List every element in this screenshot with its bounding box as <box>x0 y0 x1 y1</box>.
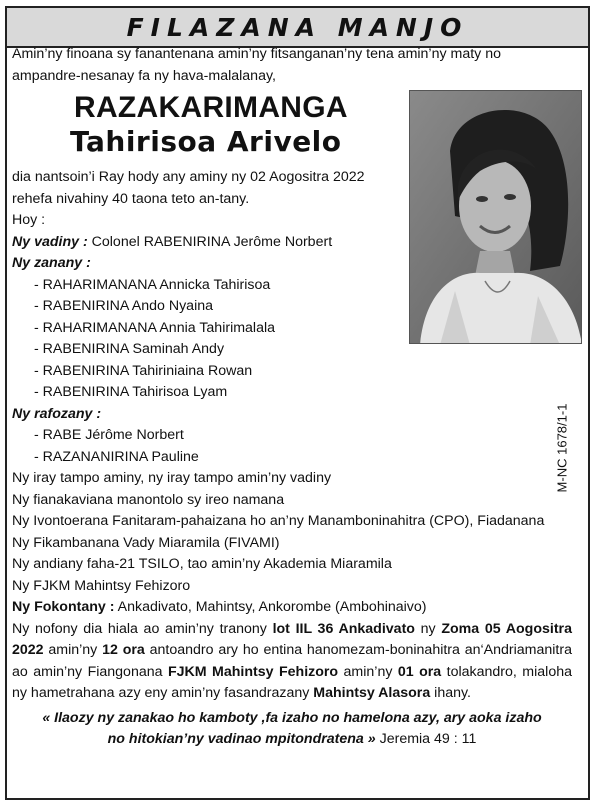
fokontany-value: Ankadivato, Mahintsy, Ankorombe (Ambohinaivo) <box>114 599 427 615</box>
list-item: - RAHARIMANANA Annia Tahirimalala <box>34 319 276 336</box>
in-law-label: Ny rafozany : <box>12 405 102 422</box>
fokontany-line <box>12 597 572 619</box>
children-label: Ny zanany : <box>12 255 91 271</box>
funeral-text: Ny nofony dia hiala ao amin’ny tranony <box>12 620 273 637</box>
relation-line: Ny fianakaviana manontolo sy ireo namana <box>12 491 285 508</box>
children-label-line <box>12 253 572 275</box>
passing-line-2: rehefa nivahiny 40 taona teto an-tany. <box>12 190 250 207</box>
spouse-line <box>12 232 572 254</box>
funeral-text: amin’ny <box>43 642 103 658</box>
funeral-text: ny <box>414 620 442 637</box>
relation-line: Ny iray tampo aminy, ny iray tampo amin’ny vadiny <box>12 470 332 486</box>
deceased-surname: RAZAKARIMANGA <box>74 91 348 124</box>
relation-line: Ny FJKM Mahintsy Fehizoro <box>12 577 191 594</box>
relation-line: Ny andiany faha-21 TSILO, tao amin’ny Akademia Miaramila <box>12 556 392 572</box>
funeral-paragraph <box>12 619 572 705</box>
notice-body <box>12 44 572 751</box>
quote-text-1: « Ilaozy ny zanakao ho kamboty ,fa izaho no hamelona azy, ary aoka izaho <box>42 709 542 726</box>
list-item: - RABENIRINA Tahiriniaina Rowan <box>34 362 253 379</box>
list-item: - RABENIRINA Tahirisoa Lyam <box>34 384 228 400</box>
quote-text-2: no hitokian’ny vadinao mpitondratena » <box>107 731 376 747</box>
funeral-text: antoandro ary ho entina hanomezam-boninahitra an‘Andriamanitra ao amin’ny Fiangonana <box>12 642 572 680</box>
intro-text: Amin’ny finoana sy fanantenana amin’ny fitsanganan’ny tena amin’ny maty no ampandre-nesanay fa ny hava-malalanay, <box>12 46 501 84</box>
list-item: - RAZANANIRINA Pauline <box>34 448 199 465</box>
funeral-lot: lot IIL 36 Ankadivato <box>272 620 415 637</box>
funeral-hour: 01 ora <box>397 663 442 680</box>
passing-line-1: dia nantsoin’i Ray hody any aminy ny 02 Aogositra 2022 <box>12 169 365 185</box>
spouse-name: Colonel RABENIRINA Jerôme Norbert <box>87 233 333 250</box>
list-item: - RABENIRINA Saminah Andy <box>34 341 225 357</box>
list-item: - RABENIRINA Ando Nyaina <box>34 298 213 314</box>
funeral-hour: 12 ora <box>102 642 145 658</box>
relation-line: Ny Ivontoerana Fanitaram-pahaizana ho an’ny Manamboninahitra (CPO), Fiadanana <box>12 513 545 529</box>
funeral-text: ihany. <box>430 685 471 701</box>
funeral-text: amin’ny <box>338 663 398 680</box>
notice-title: FILAZANA MANJO <box>126 12 469 42</box>
list-item: - RAHARIMANANA Annicka Tahirisoa <box>34 276 271 293</box>
deceased-given-names: Tahirisoa Arivelo <box>70 125 342 158</box>
in-law-label-line <box>12 404 572 426</box>
spouse-label: Ny vadiny : <box>12 233 88 250</box>
funeral-church: FJKM Mahintsy Fehizoro <box>167 663 339 680</box>
reference-code: M-NC 1678/1-1 <box>554 403 570 493</box>
funeral-tomb: Mahintsy Alasora <box>313 685 431 701</box>
notice-header <box>7 8 588 48</box>
fokontany-label: Ny Fokontany : <box>12 599 115 615</box>
quote-reference: Jeremia 49 : 11 <box>375 731 477 747</box>
funeral-text: tolakandro, mialoha ny hametrahana azy eny amin’ny fasandrazany <box>12 663 572 701</box>
relation-line: Ny Fikambanana Vady Miaramila (FIVAMI) <box>12 534 280 551</box>
list-item: - RABE Jérôme Norbert <box>34 427 184 443</box>
bible-quote <box>12 708 572 751</box>
funeral-date: Zoma 05 Aogositra 2022 <box>12 620 572 658</box>
hoy-label: Hoy : <box>12 212 46 228</box>
